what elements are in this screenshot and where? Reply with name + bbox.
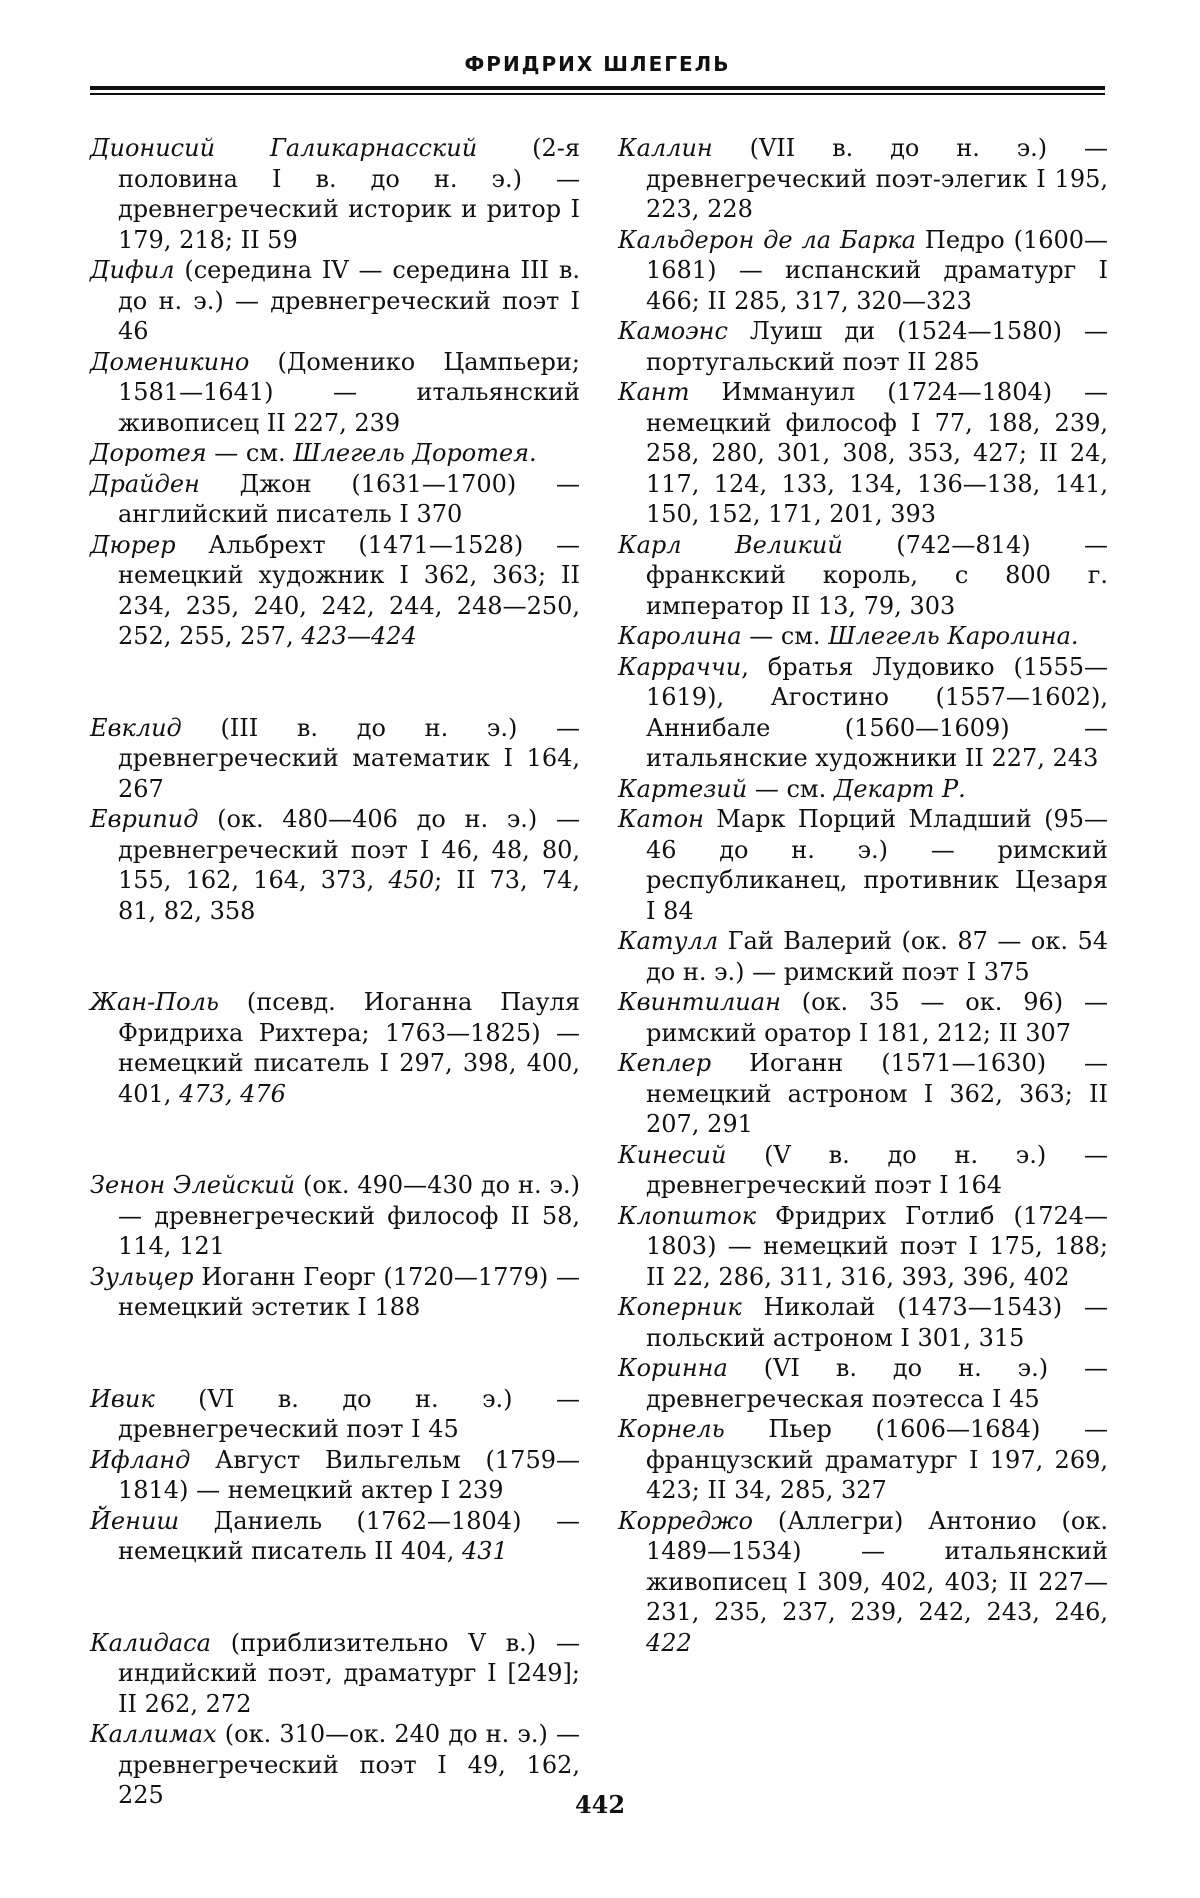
entry-name: Ифланд xyxy=(90,1445,191,1474)
index-entry xyxy=(618,987,1108,1048)
entry-text: Иммануил (1724—1804) — немецкий философ I 77, 188, 239, 258, 280, 301, 308, 353, 427; II 24, 117, 124, 133, 134, 136—138, 141, 150, 152, 171, 201, 393 xyxy=(646,378,1108,528)
index-entry xyxy=(90,1445,580,1506)
entry-name: Зенон Элейский xyxy=(90,1171,296,1199)
entry-text: — см. xyxy=(747,774,834,803)
section-gap xyxy=(90,1323,580,1384)
index-entry xyxy=(90,438,580,469)
index-entry xyxy=(618,774,1108,805)
entry-name: Жан-Поль xyxy=(90,988,219,1016)
entry-text: Джон (1631—1700) — английский писатель I 370 xyxy=(118,469,580,528)
entry-text: (ок. 490—430 до н. э.) — древнегреческий философ II 58, 114, 121 xyxy=(118,1171,580,1260)
entry-ref: Шлегель Доротея. xyxy=(293,439,537,467)
entry-name: Кеплер xyxy=(618,1049,712,1077)
entry-text: (ок. 480—406 до н. э.) — древнегреческий поэт I 46, 48, 80, 155, 162, 164, 373, xyxy=(118,805,580,894)
entry-text: (приблизительно V в.) — индийский поэт, драматург I [249]; II 262, 272 xyxy=(118,1628,580,1718)
entry-text: Гай Валерий (ок. 87 — ок. 54 до н. э.) — римский поэт I 375 xyxy=(646,927,1108,986)
section-gap xyxy=(90,652,580,713)
entry-ref: Шлегель Каролина. xyxy=(828,622,1079,650)
entry-text: (ок. 35 — ок. 96) — римский оратор I 181, 212; II 307 xyxy=(646,988,1108,1047)
index-entry xyxy=(90,987,580,1109)
entry-text: (2-я половина I в. до н. э.) — древнегреческий историк и ритор I 179, 218; II 59 xyxy=(118,134,580,254)
entry-name: Каллин xyxy=(618,134,713,162)
entry-text: Педро (1600—1681) — испанский драматург I 466; II 285, 317, 320—323 xyxy=(646,225,1109,315)
entry-text: Марк Порций Младший (95—46 до н. э.) — римский республиканец, противник Цезаря I 84 xyxy=(646,805,1108,925)
entry-text: (V в. до н. э.) — древнегреческий поэт I 164 xyxy=(646,1140,1108,1199)
index-entry xyxy=(90,1506,580,1567)
entry-text: — см. xyxy=(206,439,294,467)
entry-name: Кинесий xyxy=(618,1140,727,1169)
entry-ref: Декарт Р. xyxy=(833,774,966,803)
entry-name: Коперник xyxy=(618,1293,742,1321)
entry-text: , братья Лудовико (1555—1619), Агостино (1557—1602), Аннибале (1560—1609) — итальянские художники II 227, 243 xyxy=(646,652,1108,772)
entry-name: Катон xyxy=(618,805,704,833)
index-entry xyxy=(90,1170,580,1262)
header-rule-thin xyxy=(90,93,1105,95)
entry-text: (VI в. до н. э.) — древнегреческая поэтесса I 45 xyxy=(646,1354,1108,1413)
entry-text: Николай (1473—1543) — польский астроном I 301, 315 xyxy=(646,1293,1108,1352)
entry-name: Калидаса xyxy=(90,1628,211,1657)
entry-text: Иоганн Георг (1720—1779) — немецкий эстетик I 188 xyxy=(118,1262,580,1321)
entry-name: Катулл xyxy=(618,927,719,955)
entry-text: Фридрих Готлиб (1724—1803) — немецкий поэт I 175, 188; II 22, 286, 311, 316, 393, 396, 402 xyxy=(646,1201,1108,1291)
entry-name: Квинтилиан xyxy=(618,988,781,1016)
index-entry xyxy=(90,469,580,530)
entry-name: Каролина xyxy=(618,622,742,650)
entry-text: (VI в. до н. э.) — древнегреческий поэт I 45 xyxy=(118,1384,580,1443)
index-entry xyxy=(618,652,1108,774)
entry-page-italic: 422 xyxy=(646,1628,692,1657)
entry-page-italic: 423—424 xyxy=(301,622,417,650)
index-entry xyxy=(618,804,1108,926)
entry-name: Драйден xyxy=(90,469,200,498)
entry-name: Каллимах xyxy=(90,1720,217,1748)
index-entry xyxy=(618,1292,1108,1353)
entry-text: Пьер (1606—1684) — французский драматург I 197, 269, 423; II 34, 285, 327 xyxy=(646,1415,1108,1504)
entry-text: (Доменико Цампьери; 1581—1641) — итальянский живописец II 227, 239 xyxy=(118,347,580,437)
running-header: ФРИДРИХ ШЛЕГЕЛЬ xyxy=(464,52,731,76)
entry-name: Корреджо xyxy=(618,1506,753,1535)
index-entry xyxy=(618,1140,1108,1201)
entry-name: Карраччи xyxy=(618,652,742,681)
index-entry xyxy=(618,530,1108,622)
entry-text: Иоганн (1571—1630) — немецкий астроном I 362, 363; II 207, 291 xyxy=(646,1049,1108,1138)
entry-name: Дифил xyxy=(90,256,175,284)
entry-name: Кальдерон де ла Барка xyxy=(618,225,916,254)
index-entry xyxy=(90,133,580,255)
entry-name: Еврипид xyxy=(90,805,199,833)
index-entry xyxy=(618,1201,1108,1293)
index-entry xyxy=(90,1384,580,1445)
entry-name: Корнель xyxy=(618,1415,725,1443)
entry-text: Альбрехт (1471—1528) — немецкий художник I 362, 363; II 234, 235, 240, 242, 244, 248—250, 252, 255, 257, xyxy=(118,530,580,650)
entry-text: (псевд. Иоганна Пауля Фридриха Рихтера; 1763—1825) — немецкий писатель I 297, 398, 400, 401, xyxy=(118,988,580,1108)
entry-name: Дионисий Галикарнасский xyxy=(90,134,478,162)
entry-text: Даниель (1762—1804) — немецкий писатель II 404, xyxy=(118,1506,580,1565)
entry-text: Август Вильгельм (1759—1814) — немецкий актер I 239 xyxy=(118,1445,580,1504)
section-gap xyxy=(90,1567,580,1628)
entry-text: Луиш ди (1524—1580) — португальский поэт II 285 xyxy=(646,317,1108,376)
index-entry xyxy=(90,713,580,805)
index-entry xyxy=(618,1353,1108,1414)
entry-text: (середина IV — середина III в. до н. э.) — древнегреческий поэт I 46 xyxy=(118,256,580,345)
section-gap xyxy=(90,1109,580,1170)
entry-text: (VII в. до н. э.) — древнегреческий поэт-элегик I 195, 223, 228 xyxy=(646,134,1108,223)
left-column xyxy=(90,133,580,1811)
index-entry xyxy=(618,926,1108,987)
entry-text: (ок. 310—ок. 240 до н. э.) — древнегреческий поэт I 49, 162, 225 xyxy=(118,1720,580,1809)
index-entry xyxy=(618,225,1108,317)
entry-text: — см. xyxy=(741,622,829,650)
entry-name: Карл Великий xyxy=(618,530,843,559)
entry-text: (Аллегри) Антонио (ок. 1489—1534) — итальянский живописец I 309, 402, 403; II 227—231, 235, 237, 239, 242, 243, 246, xyxy=(646,1506,1108,1626)
index-entry xyxy=(90,255,580,347)
entry-text: (742—814) — франкский король, с 800 г. император II 13, 79, 303 xyxy=(646,530,1109,620)
entry-name: Дюрер xyxy=(90,530,176,559)
index-entry xyxy=(618,377,1108,530)
right-column xyxy=(618,133,1108,1658)
index-entry xyxy=(90,1628,580,1720)
entry-page-italic: 473, 476 xyxy=(179,1079,286,1108)
index-entry xyxy=(90,347,580,439)
entry-name: Зульцер xyxy=(90,1262,194,1291)
index-entry xyxy=(618,133,1108,225)
index-entry xyxy=(618,316,1108,377)
entry-name: Камоэнс xyxy=(618,317,728,345)
entry-name: Ивик xyxy=(90,1384,155,1413)
entry-page-italic: 450 xyxy=(388,866,435,894)
entry-name: Йениш xyxy=(90,1506,180,1535)
index-entry xyxy=(618,1414,1108,1506)
section-gap xyxy=(90,926,580,987)
entry-name: Коринна xyxy=(618,1354,728,1382)
index-entry xyxy=(90,804,580,926)
index-entry xyxy=(618,621,1108,652)
entry-text: (III в. до н. э.) — древнегреческий математик I 164, 267 xyxy=(118,713,580,803)
entry-tail: ; II 73, 74, 81, 82, 358 xyxy=(118,866,581,925)
page-number: 442 xyxy=(574,1790,626,1819)
entry-name: Доротея xyxy=(90,439,207,467)
index-entry xyxy=(618,1048,1108,1140)
index-entry xyxy=(90,530,580,652)
entry-name: Евклид xyxy=(90,713,182,742)
entry-name: Картезий xyxy=(618,774,748,803)
index-entry xyxy=(618,1506,1108,1659)
header-rule-thick xyxy=(90,86,1105,90)
entry-name: Доменикино xyxy=(90,347,250,376)
entry-page-italic: 431 xyxy=(461,1537,508,1565)
entry-name: Кант xyxy=(618,378,690,406)
entry-name: Клопшток xyxy=(618,1201,757,1230)
index-entry xyxy=(90,1262,580,1323)
